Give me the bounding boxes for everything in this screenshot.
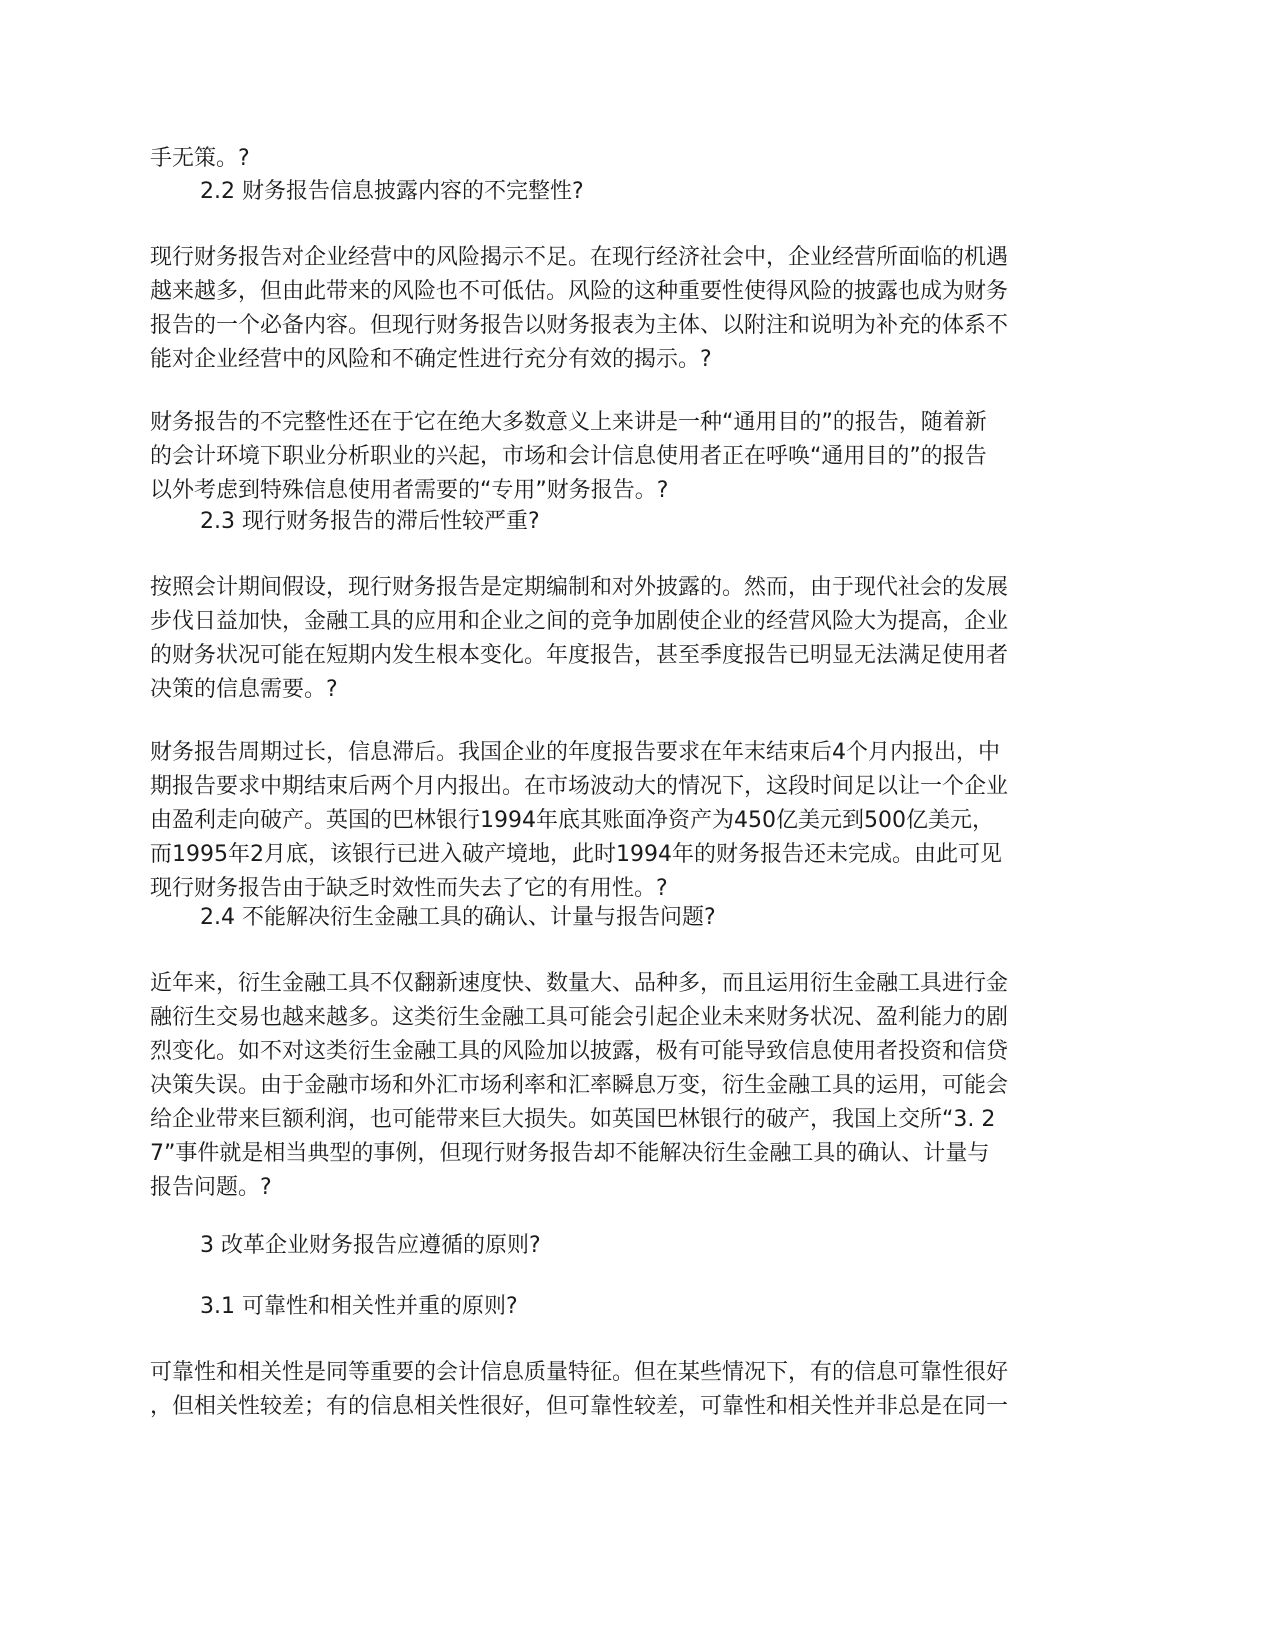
paragraph xyxy=(150,967,1130,1205)
section-heading-2-2 xyxy=(200,175,1130,209)
heading-text: 2.2 财务报告信息披露内容的不完整性? xyxy=(200,179,584,204)
text-line: 融衍生交易也越来越多。这类衍生金融工具可能会引起企业未来财务状况、盈利能力的剧 xyxy=(150,1005,1009,1030)
heading-text: 3.1 可靠性和相关性并重的原则? xyxy=(200,1294,518,1319)
text-line: 期报告要求中期结束后两个月内报出。在市场波动大的情况下，这段时间足以让一个企业 xyxy=(150,774,1009,799)
paragraph-continuation xyxy=(150,142,1130,176)
paragraph xyxy=(150,1356,1130,1424)
text-line: 而1995年2月底，该银行已进入破产境地，此时1994年的财务报告还未完成。由此可见 xyxy=(150,842,1002,867)
section-heading-3-1 xyxy=(200,1290,1130,1324)
text-line: 报告问题。? xyxy=(150,1175,272,1200)
text-line: 能对企业经营中的风险和不确定性进行充分有效的揭示。? xyxy=(150,347,712,372)
heading-text: 3 改革企业财务报告应遵循的原则? xyxy=(200,1233,541,1258)
text-line: 烈变化。如不对这类衍生金融工具的风险加以披露，极有可能导致信息使用者投资和信贷 xyxy=(150,1039,1009,1064)
text-line: 由盈利走向破产。英国的巴林银行1994年底其账面净资产为450亿美元到500亿美元， xyxy=(150,808,994,833)
text-line: 手无策。? xyxy=(150,146,250,171)
text-line: 7”事件就是相当典型的事例，但现行财务报告却不能解决衍生金融工具的确认、计量与 xyxy=(150,1141,990,1166)
text-line: 步伐日益加快，金融工具的应用和企业之间的竞争加剧使企业的经营风险大为提高，企业 xyxy=(150,609,1009,634)
text-line: 按照会计期间假设，现行财务报告是定期编制和对外披露的。然而，由于现代社会的发展 xyxy=(150,575,1009,600)
section-heading-3 xyxy=(200,1229,1130,1263)
paragraph xyxy=(150,241,1130,377)
heading-text: 2.4 不能解决衍生金融工具的确认、计量与报告问题? xyxy=(200,905,716,930)
text-line: 的财务状况可能在短期内发生根本变化。年度报告，甚至季度报告已明显无法满足使用者 xyxy=(150,643,1009,668)
paragraph xyxy=(150,406,1130,508)
text-line: 的会计环境下职业分析职业的兴起，市场和会计信息使用者正在呼唤“通用目的”的报告 xyxy=(150,444,987,469)
section-heading-2-3 xyxy=(200,505,1130,539)
heading-text: 2.3 现行财务报告的滞后性较严重? xyxy=(200,509,540,534)
text-line: 以外考虑到特殊信息使用者需要的“专用”财务报告。? xyxy=(150,478,669,503)
section-heading-2-4 xyxy=(200,901,1130,935)
text-line: 可靠性和相关性是同等重要的会计信息质量特征。但在某些情况下，有的信息可靠性很好 xyxy=(150,1360,1009,1385)
text-line: ，但相关性较差；有的信息相关性很好，但可靠性较差，可靠性和相关性并非总是在同一 xyxy=(150,1394,1009,1419)
text-line: 近年来，衍生金融工具不仅翻新速度快、数量大、品种多，而且运用衍生金融工具进行金 xyxy=(150,971,1009,996)
text-line: 财务报告的不完整性还在于它在绝大多数意义上来讲是一种“通用目的”的报告，随着新 xyxy=(150,410,987,435)
text-line: 财务报告周期过长，信息滞后。我国企业的年度报告要求在年末结束后4个月内报出，中 xyxy=(150,740,1000,765)
paragraph xyxy=(150,571,1130,707)
text-line: 现行财务报告由于缺乏时效性而失去了它的有用性。? xyxy=(150,876,668,901)
text-line: 现行财务报告对企业经营中的风险揭示不足。在现行经济社会中，企业经营所面临的机遇 xyxy=(150,245,1009,270)
text-line: 越来越多，但由此带来的风险也不可低估。风险的这种重要性使得风险的披露也成为财务 xyxy=(150,279,1009,304)
text-line: 决策的信息需要。? xyxy=(150,677,338,702)
text-line: 决策失误。由于金融市场和外汇市场利率和汇率瞬息万变，衍生金融工具的运用，可能会 xyxy=(150,1073,1009,1098)
paragraph xyxy=(150,736,1130,906)
text-line: 报告的一个必备内容。但现行财务报告以财务报表为主体、以附注和说明为补充的体系不 xyxy=(150,313,1009,338)
text-line: 给企业带来巨额利润，也可能带来巨大损失。如英国巴林银行的破产，我国上交所“3. 2 xyxy=(150,1107,996,1132)
